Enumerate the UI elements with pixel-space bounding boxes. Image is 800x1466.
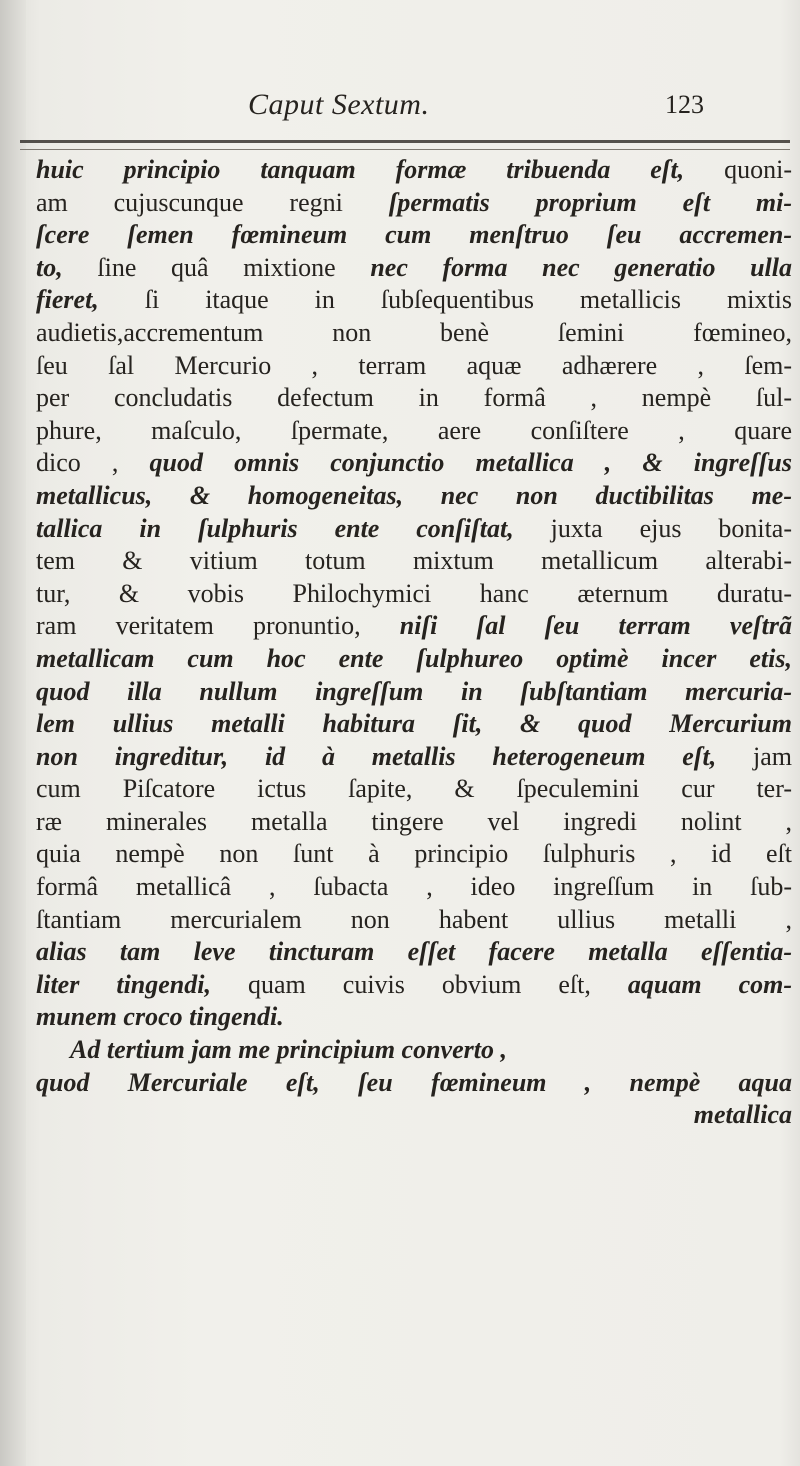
text-line	[36, 643, 792, 676]
italic-text: quod omnis conjunctio metallica , & ingreſſus	[149, 448, 792, 478]
roman-text: dico ,	[36, 448, 150, 478]
text-line	[36, 415, 792, 448]
running-title: Caput Sextum.	[248, 88, 430, 121]
italic-text: metallica	[693, 1100, 792, 1130]
page-gutter	[0, 0, 26, 1466]
roman-text: ram veritatem pronuntio,	[36, 611, 400, 641]
roman-text: ræ minerales metalla tingere vel ingredi nolint ,	[36, 806, 792, 836]
text-line	[36, 317, 792, 350]
italic-text: ſcere ſemen fœmineum cum menſtruo ſeu accremen-	[36, 220, 792, 250]
italic-text: liter tingendi,	[36, 969, 211, 999]
italic-text: aquam com-	[627, 969, 792, 999]
roman-text: tem & vitium totum mixtum metallicum alterabi-	[36, 546, 792, 576]
roman-text: quam cuivis obvium eſt,	[210, 969, 628, 999]
roman-text: ſine quâ mixtione	[62, 252, 371, 282]
roman-text: quia nempè non ſunt à principio ſulphuris , id eſt	[36, 839, 792, 869]
text-line	[36, 838, 792, 871]
text-line	[36, 480, 792, 513]
roman-text: phure, maſculo, ſpermate, aere conſiſtere , quare	[36, 415, 792, 445]
text-line	[36, 154, 792, 187]
roman-text: tur, & vobis Philochymici hanc æternum duratu-	[36, 578, 792, 608]
text-line	[36, 806, 792, 839]
italic-text: quod illa nullum ingreſſum in ſubſtantiam mercuria-	[36, 676, 792, 706]
text-line	[36, 708, 792, 741]
roman-text: juxta ejus bonita-	[513, 513, 792, 543]
text-line	[36, 545, 792, 578]
italic-text: quod Mercuriale eſt, ſeu fœmineum , nempè aqua	[36, 1067, 792, 1097]
italic-text: alias tam leve tincturam eſſet facere metalla eſſentia-	[36, 937, 792, 967]
italic-text: metallicam cum hoc ente ſulphureo optimè incer etis,	[36, 643, 792, 673]
roman-text: audietis,accrementum non benè ſemini fœmineo,	[36, 317, 792, 347]
roman-text: quoni-	[684, 155, 792, 184]
roman-text: ſtantiam mercurialem non habent ullius metalli ,	[36, 904, 792, 934]
text-line	[36, 382, 792, 415]
roman-text: per concludatis defectum in formâ , nempè ſul-	[36, 383, 792, 413]
text-line	[36, 1067, 792, 1100]
italic-text: munem croco tingendi.	[36, 1002, 284, 1032]
italic-text: metallicus, & homogeneitas, nec non ductibilitas me-	[36, 480, 792, 510]
text-line	[36, 187, 792, 220]
text-line	[36, 904, 792, 937]
text-line	[36, 284, 792, 317]
italic-text: nec forma nec generatio ulla	[370, 252, 792, 282]
text-line	[36, 1001, 792, 1034]
italic-text: lem ullius metalli habitura ſit, & quod Mercurium	[36, 709, 792, 739]
text-line	[36, 871, 792, 904]
italic-text: niſi ſal ſeu terram veſtrã	[399, 611, 792, 641]
italic-text: huic principio tanquam formæ tribuenda eſt,	[36, 155, 685, 184]
text-line	[36, 578, 792, 611]
text-line	[36, 513, 792, 546]
text-line	[36, 1034, 792, 1067]
text-line	[36, 219, 792, 252]
italic-text: Ad tertium jam me principium converto ,	[70, 1035, 507, 1065]
roman-text: ſi itaque in ſubſequentibus metallicis mixtis	[98, 285, 792, 315]
italic-text: to,	[36, 252, 63, 282]
text-line	[36, 969, 792, 1002]
italic-text: non ingreditur, id à metallis heterogeneum eſt,	[36, 741, 717, 771]
italic-text: fieret,	[36, 285, 99, 315]
text-line	[36, 252, 792, 285]
italic-text: ſpermatis proprium eſt mi-	[388, 187, 792, 217]
italic-text: tallica in ſulphuris ente conſiſtat,	[36, 513, 514, 543]
header-rule	[20, 140, 790, 150]
roman-text: am cujuscunque regni	[36, 187, 389, 217]
text-line	[36, 610, 792, 643]
text-line	[36, 741, 792, 774]
roman-text: cum Piſcatore ictus ſapite, & ſpeculemini cur ter-	[36, 774, 792, 804]
roman-text: ſeu ſal Mercurio , terram aquæ adhærere , ſem-	[36, 350, 792, 380]
page-number: 123	[665, 90, 704, 119]
text-line	[36, 447, 792, 480]
page-header	[0, 88, 800, 128]
text-line	[36, 676, 792, 709]
roman-text: jam	[716, 741, 792, 771]
body-text	[36, 154, 792, 1132]
text-line	[36, 936, 792, 969]
text-line	[36, 773, 792, 806]
text-line	[36, 350, 792, 383]
roman-text: formâ metallicâ , ſubacta , ideo ingreſſum in ſub-	[36, 872, 792, 902]
text-line	[36, 1099, 792, 1132]
